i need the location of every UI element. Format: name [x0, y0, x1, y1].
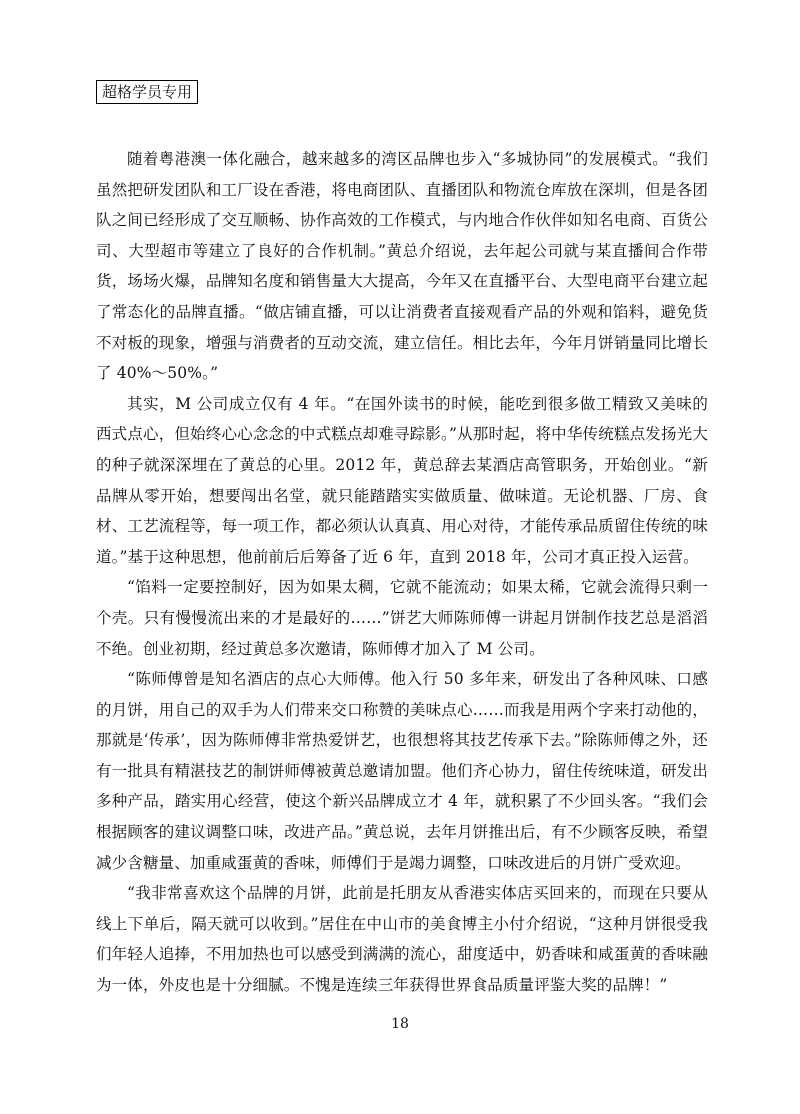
paragraph-2: 其实，M 公司成立仅有 4 年。“在国外读书的时候，能吃到很多做工精致又美味的西式点心，但始终心心念念的中式糕点却难寻踪影。”从那时起，将中华传统糕点发扬光大的种子就深深埋在了黄总的心里。2012 年，黄总辞去某酒店高管职务，开始创业。“新品牌从零开始，想要闯出名堂，就只能踏踏实实做质量、做味道。无论机器、厂房、食材、工艺流程等，每一项工作，都必须认认真真、用心对待，才能传承品质留住传统的味道。”基于这种思想，他前前后后筹备了近 6 年，直到 2018 年，公司才真正投入运营。	[96, 394, 708, 566]
article-body	[96, 144, 708, 1001]
paragraph-4: “陈师傅曾是知名酒店的点心大师傅。他入行 50 多年来，研发出了各种风味、口感的月饼，用自己的双手为人们带来交口称赞的美味点心……而我是用两个字来打动他的，那就是‘传承’，因为陈师傅非常热爱饼艺，也很想将其技艺传承下去。”除陈师傅之外，还有一批具有精湛技艺的制饼师傅被黄总邀请加盟。他们齐心协力，留住传统味道，研发出多种产品，踏实用心经营，使这个新兴品牌成立才 4 年，就积累了不少回头客。“我们会根据顾客的建议调整口味，改进产品。”黄总说，去年月饼推出后，有不少顾客反映，希望减少含糖量、加重咸蛋黄的香味，师傅们于是竭力调整，口味改进后的月饼广受欢迎。	[96, 670, 708, 872]
paragraph-1: 随着粤港澳一体化融合，越来越多的湾区品牌也步入“多城协同”的发展模式。“我们虽然把研发团队和工厂设在香港，将电商团队、直播团队和物流仓库放在深圳，但是各团队之间已经形成了交互顺畅、协作高效的工作模式，与内地合作伙伴如知名电商、百货公司、大型超市等建立了良好的合作机制。”黄总介绍说，去年起公司就与某直播间合作带货，场场火爆，品牌知名度和销售量大大提高，今年又在直播平台、大型电商平台建立起了常态化的品牌直播。“做店铺直播，可以让消费者直接观看产品的外观和馅料，避免货不对板的现象，增强与消费者的互动交流，建立信任。相比去年，今年月饼销量同比增长了 40%～50%。”	[96, 150, 708, 383]
page-number: 18	[391, 1016, 409, 1032]
watermark-label: 超格学员专用	[96, 80, 198, 104]
paragraph-3: “馅料一定要控制好，因为如果太稠，它就不能流动；如果太稀，它就会流得只剩一个壳。只有慢慢流出来的才是最好的……”饼艺大师陈师傅一讲起月饼制作技艺总是滔滔不绝。创业初期，经过黄总多次邀请，陈师傅才加入了 M 公司。	[96, 578, 708, 658]
paragraph-5: “我非常喜欢这个品牌的月饼，此前是托朋友从香港实体店买回来的，而现在只要从线上下单后，隔天就可以收到。”居住在中山市的美食博主小付介绍说，“这种月饼很受我们年轻人追捧，不用加热也可以感受到满满的流心，甜度适中，奶香味和咸蛋黄的香味融为一体，外皮也是十分细腻。不愧是连续三年获得世界食品质量评鉴大奖的品牌！”	[96, 884, 708, 995]
